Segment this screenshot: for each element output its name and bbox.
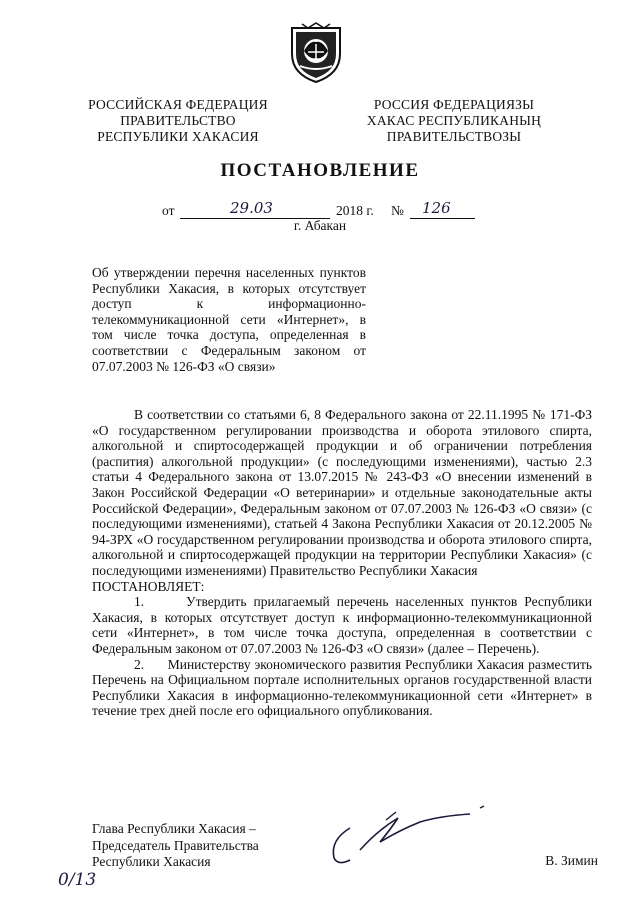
decree-item-1: 1. Утвердить прилагаемый перечень населенных пунктов Республики Хакасия, в которых отсутствует доступ к информационно-телекоммуникационной сети «Интернет», в том числе точка доступа, определенная в соответствии с Федеральным законом от 07.07.2003 № 126-ФЗ «О связи» (далее – Перечень). xyxy=(92,594,592,656)
document-body xyxy=(92,407,592,719)
header-left-line: РОССИЙСКАЯ ФЕДЕРАЦИЯ xyxy=(88,97,268,112)
document-subject xyxy=(92,265,366,374)
handwritten-signature xyxy=(320,800,490,872)
date-handwritten: 29.03 xyxy=(230,199,273,217)
signatory-position xyxy=(92,821,292,871)
header-left-ru xyxy=(78,97,278,145)
header-right-line: ХАКАС РЕСПУБЛИКАНЫҢ xyxy=(366,113,542,128)
signatory-name: В. Зимин xyxy=(545,853,598,868)
number-handwritten: 126 xyxy=(422,199,451,217)
coat-of-arms-emblem xyxy=(286,20,346,84)
header-right-khakas xyxy=(356,97,552,145)
position-line: Республики Хакасия xyxy=(92,854,211,869)
header-right-line: ПРАВИТЕЛЬСТВОЗЫ xyxy=(386,129,522,144)
position-line: Председатель Правительства xyxy=(92,837,259,853)
header-right-line: РОССИЯ ФЕДЕРАЦИЯЗЫ xyxy=(373,97,535,112)
header-left-line: РЕСПУБЛИКИ ХАКАСИЯ xyxy=(97,129,259,144)
number-sign: № xyxy=(391,203,404,218)
subject-text: Об утверждении перечня населенных пунктов Республики Хакасия, в которых отсутствует доступ к информационно-телекоммуникационной сети «Интернет», в том числе точка доступа, определенная в соответствии с Федеральным законом от 07.07.2003 № 126-ФЗ «О связи» xyxy=(92,265,366,374)
header-left-line: ПРАВИТЕЛЬСТВО xyxy=(120,113,236,128)
position-line: Глава Республики Хакасия – xyxy=(92,821,256,836)
decree-word: ПОСТАНОВЛЯЕТ: xyxy=(92,578,205,594)
date-prefix: от xyxy=(162,203,175,218)
margin-note: 0/13 xyxy=(58,870,97,890)
document-title: ПОСТАНОВЛЕНИЕ xyxy=(220,160,420,181)
year-suffix: 2018 г. xyxy=(336,203,374,218)
city-line: г. Абакан xyxy=(293,218,347,233)
preamble-paragraph: В соответствии со статьями 6, 8 Федерального закона от 22.11.1995 № 171-ФЗ «О государственном регулировании производства и оборота этилового спирта, алкогольной и спиртосодержащей продукции и об ограничении потребления (распития) алкогольной продукции» (с последующими изменениями), частью 2.3 статьи 4 Федерального закона от 13.07.2015 № 243-ФЗ «О внесении изменений в Закон Российской Федерации «О ветеринарии» и отдельные законодательные акты Российской Федерации», Федеральным законом от 07.07.2003 № 126-ФЗ «О связи» (с последующими изменениями), статьей 4 Закона Республики Хакасия от 20.12.2005 № 94-ЗРХ «О государственном регулировании производства и оборота этилового спирта, алкогольной и спиртосодержащей продукции на территории Республики Хакасия» (с последующими изменениями) Правительство Республики Хакасия xyxy=(92,407,592,578)
decree-item-2: 2. Министерству экономического развития Республики Хакасия разместить Перечень на Официальном портале исполнительных органов государственной власти Республики Хакасия в информационно-телекоммуникационной сети «Интернет» в течение трех дней после его официального опубликования. xyxy=(92,656,592,719)
number-underline xyxy=(410,218,475,219)
